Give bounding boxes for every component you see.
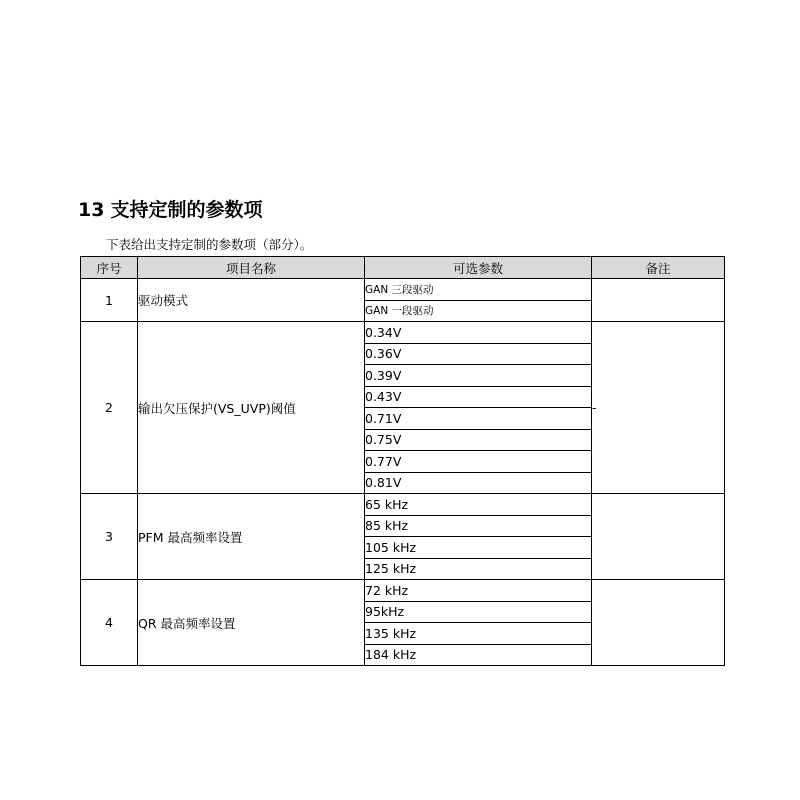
option-value: 135 kHz — [365, 623, 592, 645]
item-name: PFM 最高频率设置 — [138, 494, 365, 580]
option-value: 105 kHz — [365, 537, 592, 559]
table-header-row — [81, 257, 725, 279]
item-name: QR 最高频率设置 — [138, 580, 365, 666]
table-body — [81, 279, 725, 666]
intro-text: 下表给出支持定制的参数项（部分）。 — [106, 237, 313, 252]
header-note: 备注 — [592, 257, 725, 279]
header-options: 可选参数 — [365, 257, 592, 279]
section-heading — [78, 197, 262, 223]
row-number: 4 — [81, 580, 138, 666]
option-value: 0.39V — [365, 365, 592, 387]
option-value: 0.77V — [365, 451, 592, 473]
item-name: 驱动模式 — [138, 279, 365, 322]
item-name: 输出欠压保护(VS_UVP)阈值 — [138, 322, 365, 494]
option-value: 0.43V — [365, 386, 592, 408]
table-row — [81, 494, 725, 516]
row-number: 1 — [81, 279, 138, 322]
section-title: 支持定制的参数项 — [110, 199, 263, 221]
item-note: - — [592, 322, 725, 494]
option-value: 85 kHz — [365, 515, 592, 537]
option-value: 125 kHz — [365, 558, 592, 580]
option-value: 184 kHz — [365, 644, 592, 666]
table-row — [81, 580, 725, 602]
item-note — [592, 580, 725, 666]
option-value: 65 kHz — [365, 494, 592, 516]
option-value: 0.34V — [365, 322, 592, 344]
custom-params-table — [80, 256, 725, 666]
option-value: 0.81V — [365, 472, 592, 494]
option-value: 95kHz — [365, 601, 592, 623]
row-number: 2 — [81, 322, 138, 494]
option-value: GAN 三段驱动 — [365, 279, 592, 301]
table-row — [81, 322, 725, 344]
section-number: 13 — [78, 199, 105, 221]
item-note — [592, 494, 725, 580]
option-value: 0.36V — [365, 343, 592, 365]
item-note — [592, 279, 725, 322]
option-value: 0.71V — [365, 408, 592, 430]
option-value: 0.75V — [365, 429, 592, 451]
option-value: GAN 一段驱动 — [365, 300, 592, 322]
header-name: 项目名称 — [138, 257, 365, 279]
row-number: 3 — [81, 494, 138, 580]
table-row — [81, 279, 725, 301]
header-no: 序号 — [81, 257, 138, 279]
option-value: 72 kHz — [365, 580, 592, 602]
